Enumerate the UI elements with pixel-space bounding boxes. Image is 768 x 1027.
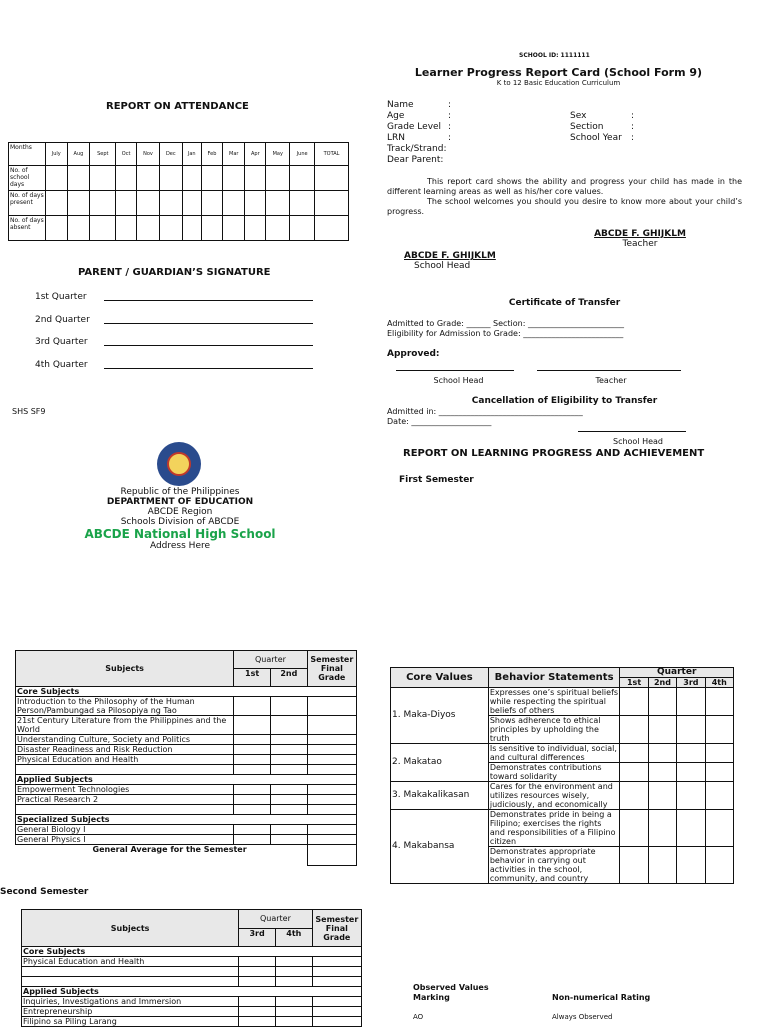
subjects-header: Subjects — [22, 910, 239, 947]
field-track: Track/Strand: — [387, 144, 447, 154]
cancellation-title: Cancellation of Eligibility to Transfer — [471, 396, 658, 406]
final-grade-header: Semester Final Grade — [307, 651, 356, 687]
attendance-row-absent — [9, 216, 349, 241]
table-row: Demonstrates contributions toward solidarity — [391, 763, 734, 782]
table-row: 3. Makakalikasan Cares for the environment and utilizes resources wisely, judiciously, and economically — [391, 782, 734, 810]
table-row: Physical Education and Health — [22, 957, 362, 967]
quarter-signature-line: 1st Quarter — [35, 292, 87, 302]
attendance-header-cell: Feb — [201, 143, 222, 166]
approved-teacher-label: Teacher — [595, 376, 627, 385]
table-row: Empowerment Technologies — [16, 785, 357, 795]
head-role: School Head — [414, 261, 471, 271]
quarter-3-header: 3rd — [239, 928, 276, 947]
quarter-1-header: 1st — [620, 678, 648, 688]
quarter-header: Quarter — [239, 910, 312, 929]
field-grade-level: Grade Level : — [387, 122, 452, 132]
table-row: Physical Education and Health — [16, 755, 357, 765]
behavior-header: Behavior Statements — [488, 668, 620, 688]
attendance-header-cell: May — [266, 143, 290, 166]
attendance-row-school-days — [9, 166, 349, 191]
signature-line — [578, 431, 686, 432]
quarter-signature-line: 4th Quarter — [35, 360, 88, 370]
table-row: 4. Makabansa Demonstrates pride in being a Filipino; exercises the rights and responsibilities of a Filipino citizen — [391, 810, 734, 847]
certificate-title: Certificate of Transfer — [508, 298, 621, 308]
letter-paragraph-2: The school welcomes you should you desire to know more about your child’s progress. — [387, 197, 742, 216]
observed-values-title: Observed Values Marking — [413, 983, 489, 1002]
table-row: Entrepreneurship — [22, 1007, 362, 1017]
signature-line — [104, 323, 313, 324]
field-sex: Sex : — [570, 111, 635, 121]
learner-fields-right — [570, 111, 635, 144]
quarter-header: Quarter — [234, 651, 307, 669]
teacher-role: Teacher — [622, 239, 658, 249]
form-code: SHS SF9 — [12, 407, 46, 416]
deped-seal-icon — [157, 442, 201, 486]
attendance-header-cell: Jan — [182, 143, 201, 166]
school-address: Address Here — [149, 541, 211, 551]
school-name: ABCDE National High School — [84, 527, 276, 541]
section-row: Specialized Subjects — [16, 815, 357, 825]
signature-line — [104, 300, 313, 301]
school-id: SCHOOL ID: 1111111 — [519, 52, 590, 59]
attendance-table — [8, 142, 349, 241]
section-row: Applied Subjects — [22, 987, 362, 997]
teacher-signature — [580, 229, 700, 249]
core-value-makakalikasan: 3. Makakalikasan — [391, 782, 489, 810]
marking-header: Marking — [413, 993, 450, 1002]
field-name: Name : — [387, 100, 452, 110]
curriculum-subtitle: K to 12 Basic Education Curriculum — [496, 79, 621, 87]
field-school-year: School Year : — [570, 133, 635, 143]
general-average-row: General Average for the Semester — [16, 845, 357, 866]
core-value-maka-diyos: 1. Maka-Diyos — [391, 688, 489, 744]
table-row: Understanding Culture, Society and Politics — [16, 735, 357, 745]
non-numerical-header: Non-numerical Rating — [552, 993, 651, 1002]
quarter-signature-line: 3rd Quarter — [35, 337, 88, 347]
approved-label: Approved: — [387, 349, 440, 359]
learner-fields-left — [387, 100, 452, 166]
second-semester-label: Second Semester — [0, 887, 89, 897]
head-signature — [404, 251, 496, 271]
signature-line — [537, 370, 681, 371]
attendance-header-row — [9, 143, 349, 166]
attendance-header-cell: June — [290, 143, 315, 166]
quarter-1-header: 1st — [234, 669, 271, 687]
table-row: General Biology I — [16, 825, 357, 835]
quarter-3-header: 3rd — [677, 678, 705, 688]
table-row: General Physics I — [16, 835, 357, 845]
table-row — [22, 967, 362, 977]
table-row: Demonstrates appropriate behavior in carrying out activities in the school, community, and country — [391, 847, 734, 884]
core-values-table — [390, 667, 734, 884]
attendance-header-cell: Months — [9, 143, 46, 166]
signature-line — [104, 368, 313, 369]
table-row — [16, 805, 357, 815]
admitted-grade-line: Admitted to Grade: ______ Section: ________________________ — [387, 319, 624, 328]
attendance-row-label: No. of days present — [9, 191, 46, 216]
rating-value: Always Observed — [552, 1013, 613, 1021]
republic-label: Republic of the Philippines — [120, 487, 240, 497]
marking-value: AO — [413, 1013, 424, 1021]
division-label: Schools Division of ABCDE — [120, 517, 240, 527]
teacher-name: ABCDE F. GHIJKLM — [594, 229, 686, 239]
approved-head-label: School Head — [433, 376, 484, 385]
quarter-4-header: 4th — [275, 928, 312, 947]
quarter-2-header: 2nd — [648, 678, 676, 688]
quarter-header: Quarter — [620, 668, 734, 678]
attendance-header-cell: Dec — [159, 143, 182, 166]
table-row: Filipino sa Piling Larang — [22, 1017, 362, 1027]
field-dear-parent: Dear Parent: — [387, 155, 444, 165]
department-label: DEPARTMENT OF EDUCATION — [106, 497, 254, 507]
second-semester-table — [21, 909, 362, 1027]
table-row: Shows adherence to ethical principles by upholding the truth — [391, 716, 734, 744]
field-age: Age : — [387, 111, 452, 121]
report-card-title: Learner Progress Report Card (School Form 9) — [414, 66, 703, 79]
table-row: Practical Research 2 — [16, 795, 357, 805]
first-semester-table — [15, 650, 357, 866]
core-value-makatao: 2. Makatao — [391, 744, 489, 782]
table-row: Disaster Readiness and Risk Reduction — [16, 745, 357, 755]
table-row — [22, 977, 362, 987]
school-header — [70, 487, 290, 551]
field-section: Section : — [570, 122, 635, 132]
table-row: 1. Maka-Diyos Expresses one’s spiritual beliefs while respecting the spiritual beliefs of others — [391, 688, 734, 716]
core-values-header: Core Values — [391, 668, 489, 688]
cancel-head-label: School Head — [612, 437, 664, 446]
attendance-header-cell: Sept — [90, 143, 116, 166]
section-row: Core Subjects — [16, 687, 357, 697]
table-row: Inquiries, Investigations and Immersion — [22, 997, 362, 1007]
parent-letter — [387, 177, 742, 217]
first-semester-label: First Semester — [399, 475, 474, 485]
attendance-header-cell: July — [46, 143, 68, 166]
quarter-signature-line: 2nd Quarter — [35, 315, 90, 325]
attendance-header-cell: Apr — [245, 143, 266, 166]
table-row — [16, 765, 357, 775]
attendance-header-cell: Nov — [137, 143, 160, 166]
attendance-header-cell: Oct — [116, 143, 137, 166]
head-name: ABCDE F. GHIJKLM — [404, 251, 496, 261]
parent-signature-title: PARENT / GUARDIAN’S SIGNATURE — [78, 267, 271, 278]
quarter-2-header: 2nd — [270, 669, 307, 687]
section-row: Core Subjects — [22, 947, 362, 957]
eligibility-line: Eligibility for Admission to Grade: _________________________ — [387, 329, 624, 338]
field-lrn: LRN : — [387, 133, 452, 143]
quarter-4-header: 4th — [705, 678, 733, 688]
core-value-makabansa: 4. Makabansa — [391, 810, 489, 884]
attendance-row-present — [9, 191, 349, 216]
table-row: Introduction to the Philosophy of the Human Person/Pambungad sa Pilosopiya ng Tao — [16, 697, 357, 716]
attendance-row-label: No. of school days — [9, 166, 46, 191]
signature-line — [396, 370, 514, 371]
attendance-row-label: No. of days absent — [9, 216, 46, 241]
section-row: Applied Subjects — [16, 775, 357, 785]
letter-paragraph-1: This report card shows the ability and progress your child has made in the different learning areas as well as his/her core values. — [387, 177, 742, 196]
table-row: 2. Makatao Is sensitive to individual, social, and cultural differences — [391, 744, 734, 763]
learning-progress-title: REPORT ON LEARNING PROGRESS AND ACHIEVEMENT — [403, 448, 705, 459]
region-label: ABCDE Region — [147, 507, 213, 517]
final-grade-header: Semester Final Grade — [312, 910, 361, 947]
attendance-title: REPORT ON ATTENDANCE — [106, 101, 249, 112]
attendance-header-cell: Mar — [223, 143, 245, 166]
attendance-header-cell: TOTAL — [315, 143, 349, 166]
admitted-in-line: Admitted in: ____________________________________ — [387, 407, 583, 416]
subjects-header: Subjects — [16, 651, 234, 687]
date-line: Date: ____________________ — [387, 417, 492, 426]
signature-line — [104, 345, 313, 346]
attendance-header-cell: Aug — [67, 143, 90, 166]
table-row: 21st Century Literature from the Philippines and the World — [16, 716, 357, 735]
